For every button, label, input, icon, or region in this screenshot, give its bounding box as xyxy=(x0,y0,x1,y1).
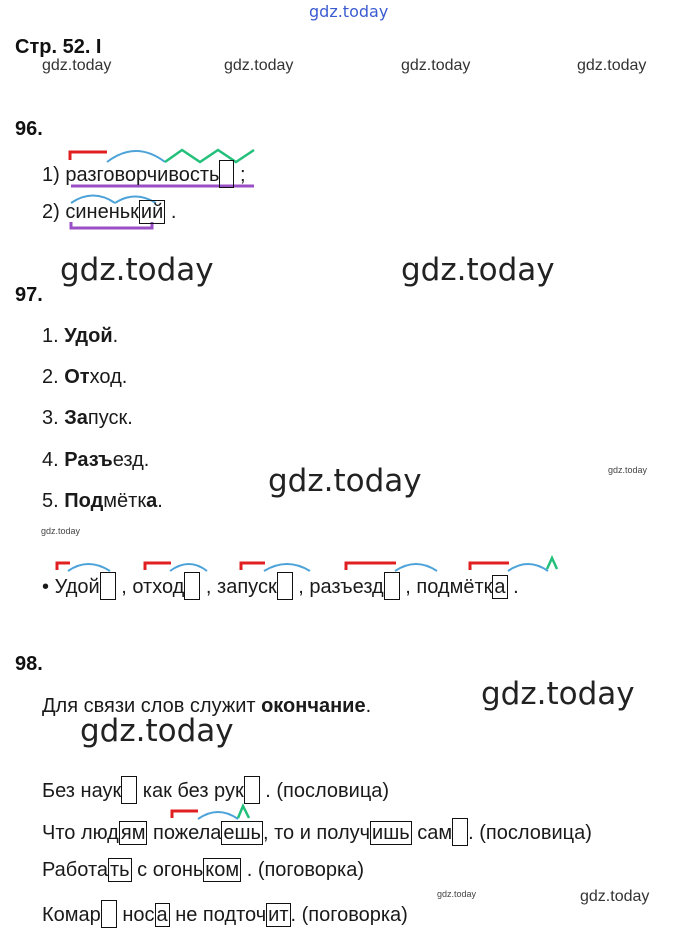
ex96-line-1 xyxy=(42,160,246,188)
ex97-item: 5. Подмётка. xyxy=(42,490,163,512)
word: разъезд xyxy=(309,576,384,598)
watermark: gdz.today xyxy=(580,888,650,905)
punct: . xyxy=(170,201,177,223)
ex97-item: 3. Запуск. xyxy=(42,407,133,429)
prefix-mark xyxy=(145,563,171,570)
zero-ending-box xyxy=(100,572,116,600)
ex98-line-3: Работа ть с огонь ком . (поговорка) xyxy=(42,859,365,881)
root-arc xyxy=(68,564,110,571)
prefix-mark xyxy=(172,811,198,818)
word: запуск xyxy=(217,576,277,598)
word: Удой xyxy=(54,576,100,598)
ending-box: ть xyxy=(110,859,130,881)
word: отход xyxy=(132,576,185,598)
watermark-top: gdz.today xyxy=(309,2,389,21)
zero-ending-box xyxy=(244,776,260,804)
root-arc xyxy=(264,564,310,571)
suffix-mark xyxy=(547,558,557,569)
ending-box: ешь xyxy=(223,822,261,844)
zero-ending-box xyxy=(184,572,200,600)
ex97-bullet-line: • Удой , отход , запуск , разъезд , подмётк а . xyxy=(42,572,519,600)
ex96-line-2 xyxy=(42,201,176,224)
ex97-item: 1. Удой. xyxy=(42,325,119,347)
bullet: • xyxy=(42,576,50,598)
ending-box: ишь xyxy=(372,822,410,844)
watermark-small: gdz.today xyxy=(41,526,81,536)
ex98-intro: Для связи слов служит окончание. xyxy=(42,695,372,717)
ending-box: ит xyxy=(268,904,289,926)
watermark: gdz.today xyxy=(401,57,471,74)
root-arc xyxy=(170,564,207,571)
zero-ending-box xyxy=(452,818,468,846)
zero-ending-box xyxy=(277,572,293,600)
prefix-mark xyxy=(241,563,265,570)
ending-box: ком xyxy=(205,859,240,881)
zero-ending-box xyxy=(101,900,117,928)
ex97-item: 4. Разъезд. xyxy=(42,449,150,471)
prefix-mark xyxy=(346,563,396,570)
ex98-line-2: Что люд ям пожела ешь , то и получ ишь сам . (пословица) xyxy=(42,818,592,846)
prefix-mark xyxy=(70,152,107,160)
suffix-mark xyxy=(238,806,249,818)
word: синеньк xyxy=(65,201,139,223)
root-arc xyxy=(508,564,548,571)
punct: ; xyxy=(240,164,246,186)
watermark-small: gdz.today xyxy=(437,889,477,899)
watermark-large: gdz.today xyxy=(401,252,555,288)
watermark-large: gdz.today xyxy=(80,713,234,749)
watermark: gdz.today xyxy=(577,57,647,74)
exercise-96-number: 96. xyxy=(15,118,43,140)
ex98-line-1: Без наук как без рук . (пословица) xyxy=(42,776,389,804)
ex98-line-4: Комар нос а не подточ ит . (поговорка) xyxy=(42,900,408,928)
watermark: gdz.today xyxy=(224,57,294,74)
watermark: gdz.today xyxy=(42,57,112,74)
zero-ending-box xyxy=(219,160,234,188)
exercise-97-number: 97. xyxy=(15,284,43,306)
watermark-small: gdz.today xyxy=(608,465,648,475)
ex97-item: 2. Отход. xyxy=(42,366,128,388)
word: подмётк xyxy=(416,576,493,598)
watermark-large: gdz.today xyxy=(60,252,214,288)
word: разговорчивость xyxy=(65,164,220,186)
prefix-mark xyxy=(470,563,509,570)
page-title: Стр. 52. I xyxy=(15,36,102,58)
zero-ending-box xyxy=(384,572,400,600)
item-number: 1) xyxy=(42,164,60,186)
item-number: 2) xyxy=(42,201,60,223)
watermark-large: gdz.today xyxy=(268,463,422,499)
exercise-98-number: 98. xyxy=(15,653,43,675)
root-arc xyxy=(395,564,437,571)
ending-box: ям xyxy=(120,822,146,844)
zero-ending-box xyxy=(121,776,137,804)
watermark-large: gdz.today xyxy=(481,676,635,712)
prefix-mark xyxy=(57,563,70,570)
ending-box: а xyxy=(156,904,168,926)
ending-box: а xyxy=(494,576,506,598)
ending-box: ий xyxy=(140,201,164,223)
